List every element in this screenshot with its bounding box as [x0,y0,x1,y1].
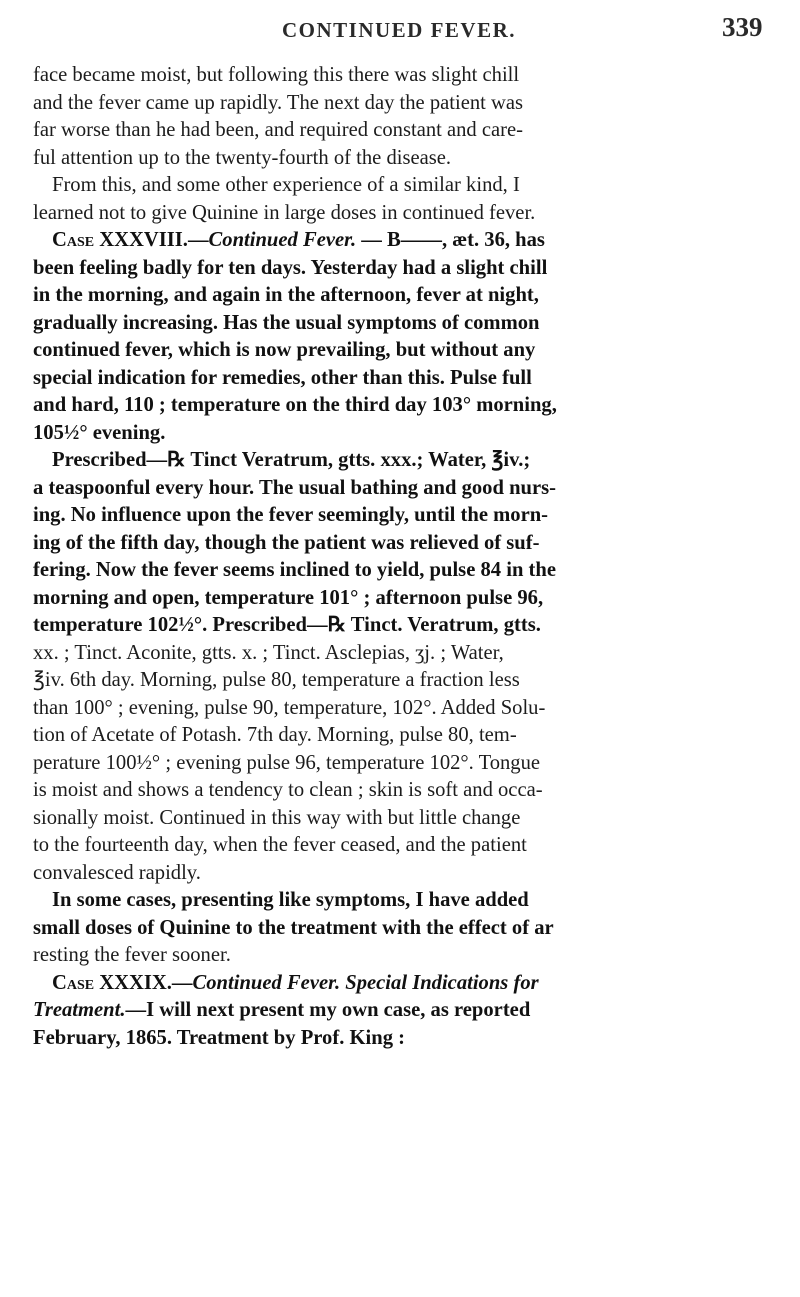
text-line: and hard, 110 ; temperature on the third day 103° morning, [33,394,557,416]
text-line: sionally moist. Continued in this way with but little change [33,806,521,829]
text-line: been feeling badly for ten days. Yesterday had a slight chill [33,256,548,279]
text-line: temperature 102½°. Prescribed—℞ Tinct. Veratrum, gtts. [33,614,541,636]
running-title: CONTINUED FEVER. [282,18,517,42]
text-line: convalesced rapidly. [33,861,201,884]
text-line: xx. ; Tinct. Aconite, gtts. x. ; Tinct. Asclepias, ʒj. ; Water, [33,641,504,664]
text-line: in the morning, and again in the afternoon, fever at night, [33,284,539,306]
text-line: tion of Acetate of Potash. 7th day. Morning, pulse 80, tem- [33,724,517,746]
text-line: far worse than he had been, and required constant and care- [33,119,524,141]
text-line: to the fourteenth day, when the fever ceased, and the patient [33,834,527,856]
text-line: ing. No influence upon the fever seemingly, until the morn- [33,504,549,526]
text-line: fering. Now the fever seems inclined to yield, pulse 84 in the [33,559,556,581]
case-title-continued: Treatment. [33,999,126,1021]
text-line: is moist and shows a tendency to clean ; skin is soft and occa- [33,779,543,801]
text-line: learned not to give Quinine in large doses in continued fever. [33,201,536,224]
text-line: ing of the fifth day, though the patient was relieved of suf- [33,531,540,554]
text-line: a teaspoonful every hour. The usual bathing and good nurs- [33,476,556,499]
text-line: perature 100½° ; evening pulse 96, temperature 102°. Tongue [33,751,541,774]
text-line: special indication for remedies, other than this. Pulse full [33,366,532,389]
case-heading-line [33,970,793,998]
text-line: ℥iv. 6th day. Morning, pulse 80, temperature a fraction less [33,669,520,691]
text-line: Prescribed—℞ Tinct Veratrum, gtts. xxx.; Water, ℥iv.; [52,449,531,471]
case-patient: — B——, æt. 36, has [356,229,545,251]
case-heading-line [33,227,793,255]
text-line: February, 1865. Treatment by Prof. King : [33,1026,405,1049]
text-line: morning and open, temperature 101° ; afternoon pulse 96, [33,586,544,609]
case-label: Case [52,229,95,251]
case-title: Continued Fever. [208,229,357,251]
case-intro: —I will next present my own case, as reported [125,999,531,1021]
text-line: and the fever came up rapidly. The next day the patient was [33,91,524,114]
case-label: Case [52,971,95,994]
text-line [33,997,793,1025]
text-line: continued fever, which is now prevailing, but without any [33,339,536,361]
text-line: gradually increasing. Has the usual symptoms of common [33,311,540,334]
text-line: small doses of Quinine to the treatment with the effect of ar [33,916,554,939]
case-number: XXXIX.— [99,971,193,994]
text-line: From this, and some other experience of a similar kind, I [52,174,520,196]
case-number: XXXVIII.— [99,229,209,251]
page-number: 339 [722,12,763,42]
page-body-text [33,62,793,1052]
text-line: than 100° ; evening, pulse 90, temperature, 102°. Added Solu- [33,696,546,719]
text-line: In some cases, presenting like symptoms, I have added [52,889,529,911]
text-line: 105½° evening. [33,421,166,444]
text-line: ful attention up to the twenty-fourth of the disease. [33,146,452,169]
case-title: Continued Fever. Special Indications for [192,971,539,994]
text-line: resting the fever sooner. [33,944,231,966]
text-line: face became moist, but following this there was slight chill [33,64,520,86]
